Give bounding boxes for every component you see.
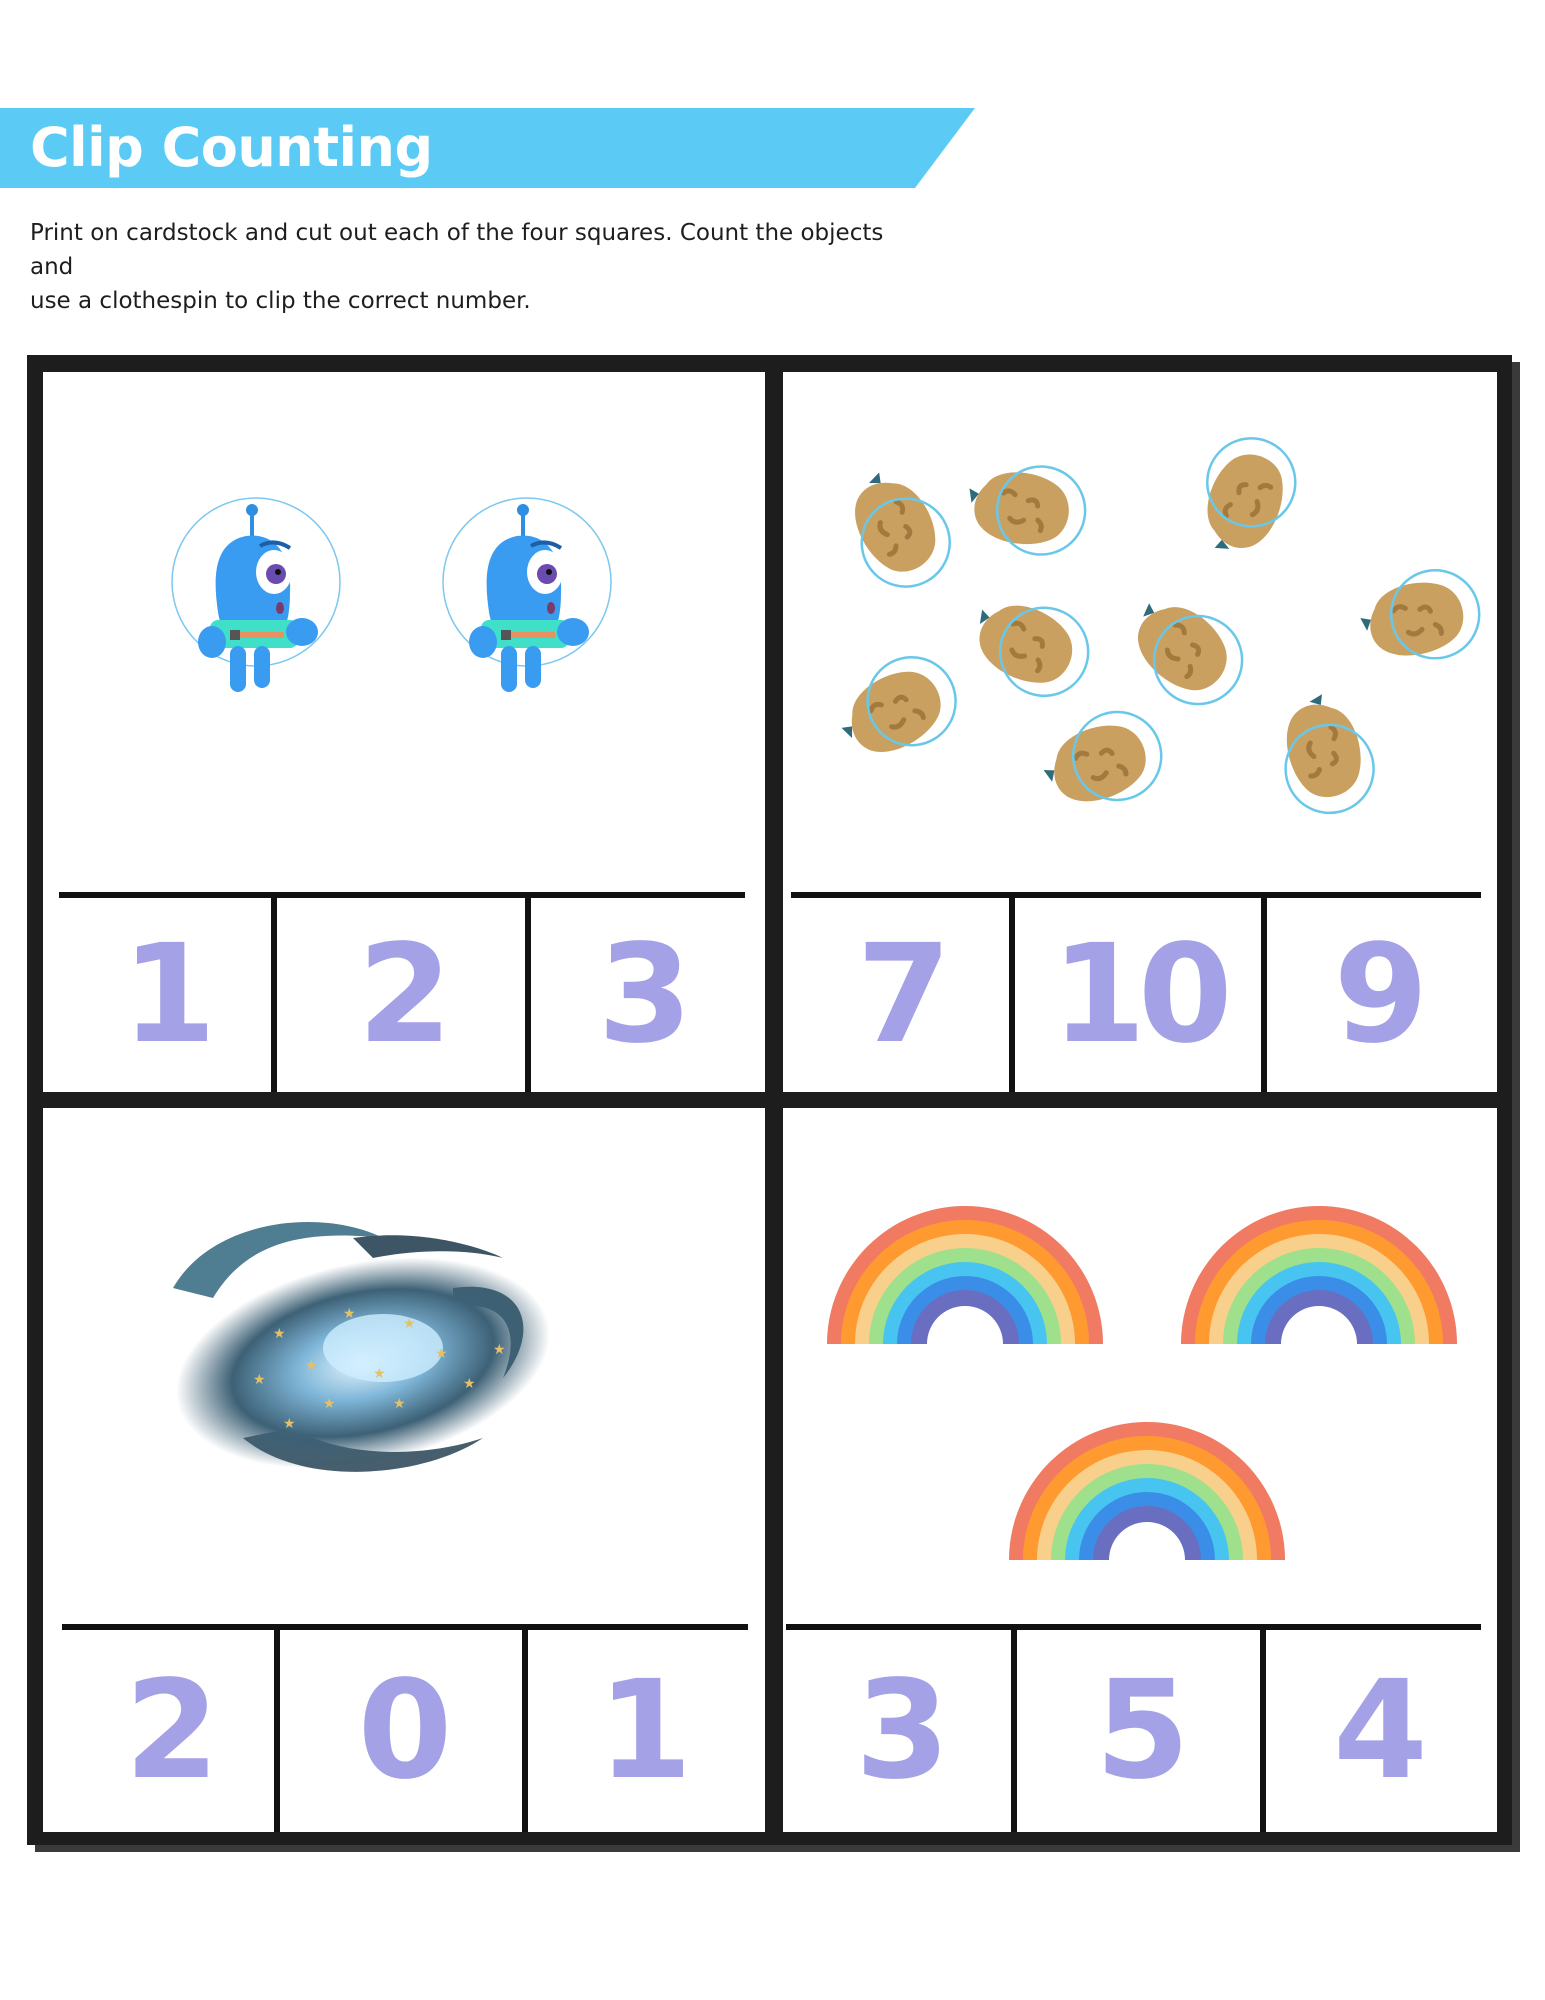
clip-card-galaxy <box>43 1108 765 1832</box>
number-choice[interactable] <box>1011 1630 1260 1832</box>
number-label: 10 <box>1051 916 1225 1074</box>
number-choice[interactable] <box>59 898 271 1092</box>
space-potato-icon <box>958 581 1102 711</box>
number-choice[interactable] <box>522 1630 754 1832</box>
number-label: 2 <box>357 916 445 1074</box>
svg-text:★: ★ <box>323 1396 336 1412</box>
svg-text:★: ★ <box>373 1366 386 1382</box>
instructions <box>30 216 910 318</box>
page-title: Clip Counting <box>30 116 433 179</box>
card-art <box>43 1108 765 1628</box>
space-potato-icon <box>1113 579 1260 722</box>
rainbow-icon <box>1009 1422 1285 1560</box>
svg-text:★: ★ <box>435 1346 448 1362</box>
number-choice[interactable] <box>786 1630 1011 1832</box>
number-choice[interactable] <box>274 1630 522 1832</box>
card-art <box>783 372 1497 892</box>
space-potato-icon <box>831 457 966 603</box>
clip-card-potatoes <box>783 372 1497 1092</box>
alien-astronaut-icon <box>443 498 611 692</box>
number-choice[interactable] <box>791 898 1009 1092</box>
number-choices <box>791 892 1481 1092</box>
number-choice[interactable] <box>62 1630 274 1832</box>
number-label: 7 <box>856 916 944 1074</box>
title-banner <box>0 108 975 188</box>
number-label: 3 <box>597 916 685 1074</box>
space-potato-icon <box>826 641 972 776</box>
instructions-line-1: Print on cardstock and cut out each of the four squares. Count the objects and <box>30 220 884 280</box>
svg-text:★: ★ <box>305 1358 318 1374</box>
number-choice[interactable] <box>525 898 751 1092</box>
galaxy-icon <box>156 1222 569 1500</box>
svg-text:★: ★ <box>253 1372 266 1388</box>
number-choice[interactable] <box>1261 898 1487 1092</box>
rainbow-icon <box>827 1206 1103 1344</box>
number-choices <box>786 1624 1481 1832</box>
instructions-line-2: use a clothespin to clip the correct number. <box>30 288 531 314</box>
number-choice[interactable] <box>1009 898 1261 1092</box>
number-label: 4 <box>1333 1652 1420 1810</box>
clip-card-aliens <box>43 372 765 1092</box>
svg-text:★: ★ <box>283 1416 296 1432</box>
number-label: 0 <box>357 1652 445 1810</box>
number-label: 1 <box>597 1652 685 1810</box>
number-label: 2 <box>124 1652 212 1810</box>
alien-astronaut-icon <box>172 498 340 692</box>
space-potato-icon <box>1354 562 1488 673</box>
svg-text:★: ★ <box>273 1326 286 1342</box>
card-art <box>43 372 765 892</box>
rainbow-icon <box>1181 1206 1457 1344</box>
space-potato-icon <box>1033 700 1174 823</box>
svg-text:★: ★ <box>463 1376 476 1392</box>
svg-text:★: ★ <box>403 1316 416 1332</box>
number-label: 9 <box>1333 916 1421 1074</box>
space-potato-icon <box>962 457 1091 561</box>
card-art <box>783 1108 1497 1628</box>
number-label: 3 <box>855 1652 942 1810</box>
clip-card-rainbows <box>783 1108 1497 1832</box>
space-potato-icon <box>1268 686 1384 823</box>
number-label: 1 <box>121 916 209 1074</box>
number-choice[interactable] <box>271 898 525 1092</box>
number-choice[interactable] <box>1260 1630 1487 1832</box>
number-choices <box>59 892 745 1092</box>
svg-text:★: ★ <box>493 1342 506 1358</box>
number-choices <box>62 1624 748 1832</box>
svg-text:★: ★ <box>343 1306 356 1322</box>
svg-text:★: ★ <box>393 1396 406 1412</box>
space-potato-icon <box>1185 426 1308 567</box>
number-label: 5 <box>1095 1652 1182 1810</box>
